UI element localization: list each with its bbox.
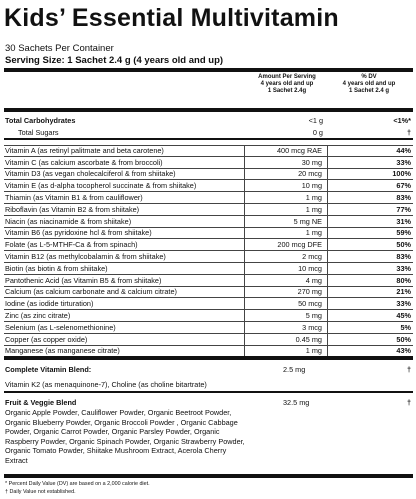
nutrient-row xyxy=(4,251,413,263)
nutrient-dv xyxy=(328,146,411,156)
macros-rule xyxy=(4,138,413,140)
nutrient-row xyxy=(4,322,413,334)
nutrient-name xyxy=(5,126,59,138)
nutrient-amount-text: 20 mcg xyxy=(298,169,322,179)
blend-rule xyxy=(4,356,413,360)
nutrient-name xyxy=(5,228,152,239)
nutrient-amount xyxy=(244,146,328,156)
nutrient-dv xyxy=(328,169,411,180)
nutrient-dv xyxy=(328,192,411,203)
nutrient-amount-text: 1 mg xyxy=(305,193,322,203)
nutrient-amount-text: 5 mg NE xyxy=(293,216,322,226)
nutrient-name-text: Vitamin D3 (as vegan cholecalciferol & from shiitake) xyxy=(5,169,176,179)
servings-per-container: 30 Sachets Per Container xyxy=(5,43,114,54)
nutrient-amount xyxy=(244,216,328,227)
nutrient-name xyxy=(5,346,120,357)
nutrient-amount-text: 400 mcg RAE xyxy=(276,146,322,156)
nutrient-dv-text: † xyxy=(406,127,411,137)
nutrient-dv-text: 44% xyxy=(396,146,411,156)
nutrient-dv-text: 5% xyxy=(400,322,411,332)
nutrient-amount xyxy=(244,114,328,126)
serving-size: Serving Size: 1 Sachet 2.4 g (4 years old and up) xyxy=(5,55,224,66)
nutrient-dv-text: 45% xyxy=(396,311,411,321)
nutrient-amount-text: 0 g xyxy=(312,127,323,137)
nutrient-name xyxy=(5,322,116,333)
nutrient-name-text: Iodine (as iodide tirturation) xyxy=(5,299,94,309)
nutrient-name xyxy=(5,287,177,298)
nutrient-row xyxy=(4,310,413,322)
nutrient-amount-text: 270 mg xyxy=(297,287,322,297)
vitamin-blend-amount: 2.5 mg xyxy=(283,365,306,374)
nutrient-amount xyxy=(244,126,328,138)
nutrient-dv-text: 67% xyxy=(396,181,411,191)
nutrient-amount xyxy=(244,169,328,180)
nutrient-dv xyxy=(328,251,411,262)
nutrient-row xyxy=(4,204,413,216)
nutrient-name-text: Total Carbohydrates xyxy=(5,115,76,125)
nutrient-amount xyxy=(244,228,328,239)
nutrient-amount xyxy=(244,263,328,274)
product-title: Kids’ Essential Multivitamin xyxy=(4,4,339,32)
nutrient-amount-text: 30 mg xyxy=(301,157,322,167)
nutrient-name xyxy=(5,298,93,309)
nutrient-name-text: Pantothenic Acid (as Vitamin B5 & from shiitake) xyxy=(5,275,162,285)
nutrient-dv xyxy=(328,287,411,298)
nutrient-dv xyxy=(328,180,411,191)
nutrient-dv-text: 31% xyxy=(396,216,411,226)
nutrient-amount-text: 10 mcg xyxy=(298,263,322,273)
nutrient-row xyxy=(4,192,413,204)
fruit-rule xyxy=(4,391,413,393)
nutrient-amount xyxy=(244,157,328,168)
nutrient-name-text: Zinc (as zinc citrate) xyxy=(5,311,71,321)
nutrient-row xyxy=(4,169,413,181)
top-rule xyxy=(4,68,413,72)
nutrient-row xyxy=(4,239,413,251)
macro-row xyxy=(4,114,413,126)
nutrient-dv xyxy=(328,216,411,227)
nutrient-dv xyxy=(328,346,411,357)
nutrient-dv-text: 83% xyxy=(396,252,411,262)
footnote-dv: * Percent Daily Value (DV) are based on a 2,000 calorie diet. xyxy=(5,481,150,487)
nutrient-dv xyxy=(328,298,411,309)
amount-column-header: Amount Per Serving 4 years old and up 1 Sachet 2.4g xyxy=(258,74,316,94)
nutrient-name xyxy=(5,157,163,168)
nutrient-name xyxy=(5,239,138,250)
nutrient-amount-text: 1 mg xyxy=(305,346,322,356)
nutrient-amount xyxy=(244,322,328,333)
nutrient-dv xyxy=(328,157,411,168)
nutrient-dv xyxy=(328,275,411,286)
nutrient-name-text: Manganese (as manganese citrate) xyxy=(5,346,120,356)
vitamin-blend-title: Complete Vitamin Blend: xyxy=(5,365,92,374)
nutrient-name xyxy=(5,310,70,321)
nutrient-name-text: Selenium (as L-selenomethionine) xyxy=(5,322,116,332)
nutrient-name xyxy=(5,275,161,286)
nutrient-name-text: Vitamin E (as d-alpha tocopherol succinate & from shiitake) xyxy=(5,181,197,191)
nutrient-amount-text: 10 mg xyxy=(301,181,322,191)
nutrient-dv-text: 80% xyxy=(396,275,411,285)
nutrient-amount xyxy=(244,180,328,191)
nutrient-dv xyxy=(328,114,411,126)
header-rule xyxy=(4,108,413,112)
nutrient-amount-text: 1 mg xyxy=(305,204,322,214)
nutrient-name xyxy=(5,146,164,156)
nutrient-amount xyxy=(244,310,328,321)
nutrient-name-text: Folate (as L-5-MTHF-Ca & from spinach) xyxy=(5,240,138,250)
nutrient-amount-text: 0.45 mg xyxy=(295,334,322,344)
nutrient-row xyxy=(4,298,413,310)
nutrient-amount xyxy=(244,287,328,298)
nutrient-dv xyxy=(328,239,411,250)
dv-column-header: % DV 4 years old and up 1 Sachet 2.4 g xyxy=(342,74,396,94)
nutrient-row xyxy=(4,334,413,346)
nutrient-dv-text: 100% xyxy=(392,169,411,179)
nutrient-row xyxy=(4,180,413,192)
nutrient-name-text: Vitamin B6 (as pyridoxine hcl & from shiitake) xyxy=(5,228,152,238)
nutrient-name-text: Calcium (as calcium carbonate and & calcium citrate) xyxy=(5,287,177,297)
nutrient-row xyxy=(4,157,413,169)
nutrient-dv xyxy=(328,204,411,215)
nutrient-dv-text: 59% xyxy=(396,228,411,238)
nutrient-amount-text: <1 g xyxy=(308,115,323,125)
nutrient-dv-text: 21% xyxy=(396,287,411,297)
nutrient-amount-text: 2 mcg xyxy=(302,252,322,262)
nutrient-name xyxy=(5,204,139,215)
nutrient-dv xyxy=(328,334,411,345)
nutrient-amount-text: 50 mcg xyxy=(298,299,322,309)
nutrient-name xyxy=(5,216,131,227)
nutrient-name-text: Vitamin C (as calcium ascorbate & from broccoli) xyxy=(5,157,163,167)
nutrient-amount-text: 5 mg xyxy=(305,311,322,321)
nutrient-name xyxy=(5,192,143,203)
nutrient-dv xyxy=(328,126,411,138)
nutrient-row xyxy=(4,287,413,299)
nutrient-row xyxy=(4,263,413,275)
nutrient-amount-text: 1 mg xyxy=(305,228,322,238)
nutrient-amount xyxy=(244,298,328,309)
nutrient-amount xyxy=(244,251,328,262)
nutrient-row xyxy=(4,228,413,240)
vitamin-blend-dv: † xyxy=(406,365,411,374)
footer-rule xyxy=(4,474,413,478)
nutrient-name xyxy=(5,334,87,345)
nutrient-name-text: Biotin (as biotin & from shiitake) xyxy=(5,263,108,273)
nutrient-dv-text: 43% xyxy=(396,346,411,356)
nutrient-name-text: Vitamin B12 (as methylcobalamin & from shiitake) xyxy=(5,252,166,262)
nutrient-dv-text: 77% xyxy=(396,204,411,214)
nutrient-name-text: Total Sugars xyxy=(18,127,59,137)
nutrient-name-text: Riboflavin (as Vitamin B2 & from shiitake) xyxy=(5,204,140,214)
nutrient-name xyxy=(5,263,108,274)
nutrient-dv-text: 50% xyxy=(396,334,411,344)
macro-row xyxy=(4,126,413,138)
fruit-blend-text: Organic Apple Powder, Cauliflower Powder, Organic Beetroot Powder, Organic Blueberry Powder, Organic Broccoli Powder , Organic Cabbage Powder, Organic Carrot Powder, Organic Parsley Powder, Organic Raspberry Powder, Organic Spinach Powder, Organic Strawberry Powder, Organic Tomato Powder, Shiitake Mushroom Extract, Acerola Cherry Extract xyxy=(5,408,245,465)
nutrient-name-text: Vitamin A (as retinyl palitmate and beta carotene) xyxy=(5,146,164,156)
nutrient-row xyxy=(4,145,413,157)
nutrient-dv-text: 33% xyxy=(396,263,411,273)
nutrient-amount xyxy=(244,346,328,357)
footnote-not-established: † Daily Value not established. xyxy=(5,489,76,495)
nutrient-amount-text: 3 mcg xyxy=(302,322,322,332)
nutrient-dv-text: 33% xyxy=(396,157,411,167)
fruit-blend-title: Fruit & Veggie Blend xyxy=(5,398,77,407)
nutrient-dv xyxy=(328,228,411,239)
nutrient-dv-text: <1%* xyxy=(393,115,411,125)
nutrient-dv xyxy=(328,322,411,333)
nutrient-amount-text: 200 mcg DFE xyxy=(277,240,322,250)
nutrient-amount-text: 4 mg xyxy=(305,275,322,285)
nutrient-dv xyxy=(328,263,411,274)
nutrient-name xyxy=(5,180,196,191)
nutrient-row xyxy=(4,275,413,287)
nutrient-dv xyxy=(328,310,411,321)
nutrient-amount xyxy=(244,192,328,203)
nutrient-amount xyxy=(244,204,328,215)
nutrient-name-text: Copper (as copper oxide) xyxy=(5,334,88,344)
nutrient-name xyxy=(5,251,166,262)
nutrient-name-text: Niacin (as niacinamide & from shiitake) xyxy=(5,216,132,226)
nutrient-amount xyxy=(244,275,328,286)
fruit-blend-dv: † xyxy=(406,398,411,407)
nutrient-name xyxy=(5,169,176,180)
nutrient-dv-text: 50% xyxy=(396,240,411,250)
fruit-blend-amount: 32.5 mg xyxy=(283,398,310,407)
nutrient-name xyxy=(5,114,75,126)
nutrient-row xyxy=(4,216,413,228)
vitamin-blend-text: Vitamin K2 (as menaquinone-7), Choline (as choline bitartrate) xyxy=(5,380,207,389)
nutrient-amount xyxy=(244,334,328,345)
nutrient-name-text: Thiamin (as Vitamin B1 & from cauliflower) xyxy=(5,193,143,203)
nutrient-dv-text: 83% xyxy=(396,193,411,203)
nutrient-dv-text: 33% xyxy=(396,299,411,309)
nutrient-amount xyxy=(244,239,328,250)
